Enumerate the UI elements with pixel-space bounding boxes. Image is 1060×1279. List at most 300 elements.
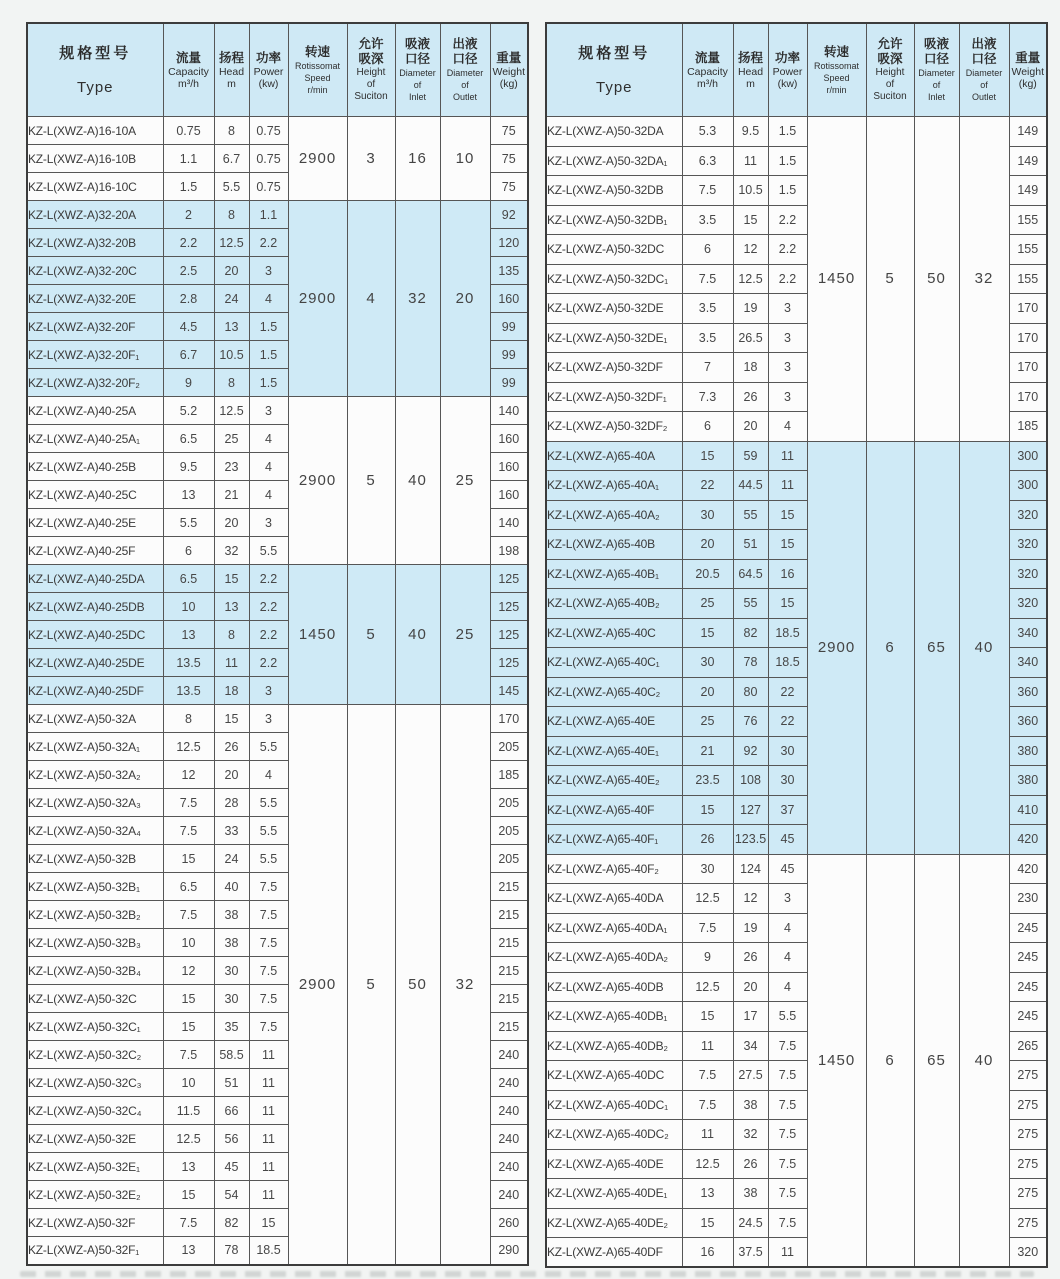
head-cell: 35 [214,1013,249,1041]
head-cell: 26 [733,382,768,412]
head-cell: 124 [733,854,768,884]
col-header-3 [249,23,288,117]
header-label-en: m [227,77,236,90]
model-cell: KZ-L(XWZ-A)32-20A [27,201,163,229]
weight-cell: 149 [1009,176,1047,206]
model-cell: KZ-L(XWZ-A)65-40DB₁ [546,1002,682,1032]
power-cell: 2.2 [768,264,807,294]
capacity-cell: 12 [163,761,214,789]
capacity-cell: 11.5 [163,1097,214,1125]
weight-cell: 75 [490,173,528,201]
capacity-cell: 9.5 [163,453,214,481]
speed-cell-merged: 2900 [288,397,347,565]
header-label-zh: 规格型号 [59,44,132,62]
model-cell: KZ-L(XWZ-A)65-40DE₂ [546,1208,682,1238]
power-cell: 11 [768,471,807,501]
table-row [27,565,528,593]
capacity-cell: 15 [682,795,733,825]
model-cell: KZ-L(XWZ-A)65-40DF [546,1238,682,1268]
head-cell: 12.5 [733,264,768,294]
model-cell: KZ-L(XWZ-A)65-40E₁ [546,736,682,766]
col-header-2 [214,23,249,117]
head-cell: 32 [733,1120,768,1150]
header-label-en: Capacity [168,65,209,78]
weight-cell: 92 [490,201,528,229]
model-cell: KZ-L(XWZ-A)65-40DE₁ [546,1179,682,1209]
suction-cell-merged: 6 [866,441,914,854]
head-cell: 26 [733,943,768,973]
head-cell: 19 [733,294,768,324]
weight-cell: 125 [490,593,528,621]
capacity-cell: 30 [682,648,733,678]
head-cell: 26 [733,1149,768,1179]
weight-cell: 75 [490,117,528,145]
power-cell: 3 [249,397,288,425]
head-cell: 55 [733,589,768,619]
inlet-cell-merged: 50 [914,117,959,442]
head-cell: 38 [733,1179,768,1209]
capacity-cell: 5.5 [163,509,214,537]
capacity-cell: 13.5 [163,677,214,705]
header-label-en: Head [218,65,245,78]
capacity-cell: 7.5 [682,264,733,294]
capacity-cell: 6 [682,412,733,442]
capacity-cell: 2.8 [163,285,214,313]
inlet-cell-merged: 65 [914,854,959,1267]
head-cell: 82 [733,618,768,648]
header-label-en: Diameter [446,68,484,78]
capacity-cell: 5.3 [682,117,733,147]
header-label-en: (kw) [777,77,798,90]
head-cell: 6.7 [214,145,249,173]
outlet-cell-merged: 40 [959,854,1009,1267]
weight-cell: 320 [1009,530,1047,560]
head-cell: 11 [214,649,249,677]
model-cell: KZ-L(XWZ-A)65-40E [546,707,682,737]
header-label-zh: 出液 [452,37,478,51]
head-cell: 12.5 [214,229,249,257]
outlet-cell-merged: 20 [440,201,490,397]
head-cell: 18 [733,353,768,383]
capacity-cell: 21 [682,736,733,766]
weight-cell: 275 [1009,1120,1047,1150]
model-cell: KZ-L(XWZ-A)50-32C [27,985,163,1013]
capacity-cell: 23.5 [682,766,733,796]
model-cell: KZ-L(XWZ-A)50-32A [27,705,163,733]
capacity-cell: 0.75 [163,117,214,145]
speed-cell-merged: 1450 [807,854,866,1267]
suction-cell-merged: 5 [866,117,914,442]
model-cell: KZ-L(XWZ-A)65-40B₁ [546,559,682,589]
header-label-en: Diameter [918,68,955,78]
model-cell: KZ-L(XWZ-A)50-32C₁ [27,1013,163,1041]
model-cell: KZ-L(XWZ-A)50-32DF [546,353,682,383]
col-header-4 [807,23,866,117]
capacity-cell: 10 [163,593,214,621]
outlet-cell-merged: 25 [440,397,490,565]
capacity-cell: 20 [682,530,733,560]
capacity-cell: 12.5 [163,1125,214,1153]
capacity-cell: 7.5 [682,913,733,943]
model-cell: KZ-L(XWZ-A)50-32A₄ [27,817,163,845]
speed-cell-merged: 2900 [288,705,347,1265]
head-cell: 54 [214,1181,249,1209]
power-cell: 1.5 [768,146,807,176]
head-cell: 12 [733,235,768,265]
weight-cell: 420 [1009,825,1047,855]
capacity-cell: 15 [682,1208,733,1238]
capacity-cell: 30 [682,854,733,884]
header-label-en: Capacity [687,65,728,78]
model-cell: KZ-L(XWZ-A)40-25DB [27,593,163,621]
speed-cell-merged: 1450 [288,565,347,705]
weight-cell: 205 [490,845,528,873]
pump-spec-table [545,22,1048,1268]
head-cell: 18 [214,677,249,705]
head-cell: 82 [214,1209,249,1237]
capacity-cell: 12.5 [682,972,733,1002]
header-label-en: (kw) [258,77,279,90]
table-row [27,117,528,145]
model-cell: KZ-L(XWZ-A)40-25E [27,509,163,537]
weight-cell: 185 [1009,412,1047,442]
header-label-en: Inlet [927,92,945,102]
capacity-cell: 13.5 [163,649,214,677]
capacity-cell: 12.5 [682,884,733,914]
header-label-en: Rotissomat [294,60,340,71]
model-cell: KZ-L(XWZ-A)65-40C [546,618,682,648]
weight-cell: 160 [490,425,528,453]
power-cell: 45 [768,854,807,884]
power-cell: 4 [249,481,288,509]
weight-cell: 240 [490,1153,528,1181]
head-cell: 37.5 [733,1238,768,1268]
capacity-cell: 11 [682,1031,733,1061]
capacity-cell: 9 [682,943,733,973]
head-cell: 127 [733,795,768,825]
weight-cell: 215 [490,1013,528,1041]
weight-cell: 99 [490,341,528,369]
inlet-cell-merged: 50 [395,705,440,1265]
capacity-cell: 11 [682,1120,733,1150]
suction-cell-merged: 3 [347,117,395,201]
header-label-en: of [366,79,376,90]
capacity-cell: 20 [682,677,733,707]
weight-cell: 240 [490,1069,528,1097]
head-cell: 20 [733,972,768,1002]
weight-cell: 125 [490,649,528,677]
model-cell: KZ-L(XWZ-A)40-25DC [27,621,163,649]
power-cell: 2.2 [249,593,288,621]
capacity-cell: 7.5 [163,789,214,817]
model-cell: KZ-L(XWZ-A)65-40E₂ [546,766,682,796]
model-cell: KZ-L(XWZ-A)50-32B₁ [27,873,163,901]
model-cell: KZ-L(XWZ-A)50-32DA [546,117,682,147]
capacity-cell: 6.7 [163,341,214,369]
head-cell: 8 [214,621,249,649]
header-label-en: Power [253,65,284,78]
model-cell: KZ-L(XWZ-A)50-32DB₁ [546,205,682,235]
power-cell: 1.5 [768,117,807,147]
power-cell: 18.5 [249,1237,288,1265]
head-cell: 38 [733,1090,768,1120]
header-label-zh: 转速 [823,44,849,59]
power-cell: 5.5 [249,817,288,845]
power-cell: 1.5 [249,341,288,369]
power-cell: 1.1 [249,201,288,229]
capacity-cell: 6.5 [163,425,214,453]
weight-cell: 360 [1009,707,1047,737]
weight-cell: 170 [1009,382,1047,412]
weight-cell: 410 [1009,795,1047,825]
weight-cell: 205 [490,733,528,761]
header-label-zh: 扬程 [218,50,244,65]
inlet-cell-merged: 16 [395,117,440,201]
weight-cell: 240 [490,1097,528,1125]
head-cell: 5.5 [214,173,249,201]
power-cell: 7.5 [249,929,288,957]
head-cell: 23 [214,453,249,481]
power-cell: 2.2 [249,649,288,677]
weight-cell: 215 [490,985,528,1013]
capacity-cell: 15 [163,985,214,1013]
header-label-en: of [461,80,469,90]
pump-spec-table [26,22,529,1266]
head-cell: 51 [733,530,768,560]
capacity-cell: 12 [163,957,214,985]
head-cell: 12 [733,884,768,914]
head-cell: 25 [214,425,249,453]
header-row [27,23,528,117]
model-cell: KZ-L(XWZ-A)32-20C [27,257,163,285]
head-cell: 38 [214,929,249,957]
capacity-cell: 3.5 [682,294,733,324]
capacity-cell: 13 [682,1179,733,1209]
power-cell: 7.5 [249,873,288,901]
header-label-en: (kg) [1018,77,1037,90]
capacity-cell: 1.1 [163,145,214,173]
model-cell: KZ-L(XWZ-A)50-32DC₁ [546,264,682,294]
model-cell: KZ-L(XWZ-A)65-40DB [546,972,682,1002]
model-cell: KZ-L(XWZ-A)50-32C₄ [27,1097,163,1125]
head-cell: 20 [214,761,249,789]
table-row [27,397,528,425]
capacity-cell: 9 [163,369,214,397]
suction-cell-merged: 4 [347,201,395,397]
suction-cell-merged: 5 [347,397,395,565]
col-header-8 [490,23,528,117]
header-label-zh: 规格型号 [578,44,651,62]
capacity-cell: 3.5 [682,205,733,235]
capacity-cell: 6.3 [682,146,733,176]
capacity-cell: 6.5 [163,873,214,901]
weight-cell: 170 [1009,353,1047,383]
weight-cell: 265 [1009,1031,1047,1061]
head-cell: 78 [733,648,768,678]
header-label-en: Speed [823,72,850,83]
head-cell: 55 [733,500,768,530]
power-cell: 18.5 [768,648,807,678]
header-label-en: Suciton [873,91,907,102]
capacity-cell: 7.5 [682,1061,733,1091]
head-cell: 21 [214,481,249,509]
power-cell: 7.5 [768,1208,807,1238]
model-cell: KZ-L(XWZ-A)65-40B [546,530,682,560]
speed-cell-merged: 2900 [288,201,347,397]
weight-cell: 290 [490,1237,528,1265]
capacity-cell: 12.5 [163,733,214,761]
head-cell: 64.5 [733,559,768,589]
header-label-en: r/min [826,84,847,95]
table-row [546,441,1047,471]
head-cell: 78 [214,1237,249,1265]
model-cell: KZ-L(XWZ-A)50-32DE₁ [546,323,682,353]
model-cell: KZ-L(XWZ-A)65-40F [546,795,682,825]
capacity-cell: 16 [682,1238,733,1268]
power-cell: 4 [768,943,807,973]
power-cell: 7.5 [249,901,288,929]
header-label-zh: 流量 [694,50,720,65]
model-cell: KZ-L(XWZ-A)50-32E [27,1125,163,1153]
capacity-cell: 6.5 [163,565,214,593]
model-cell: KZ-L(XWZ-A)65-40B₂ [546,589,682,619]
header-label-zh: 吸液 [404,37,430,51]
head-cell: 76 [733,707,768,737]
weight-cell: 185 [490,761,528,789]
head-cell: 30 [214,957,249,985]
power-cell: 3 [768,884,807,914]
model-cell: KZ-L(XWZ-A)32-20F₁ [27,341,163,369]
weight-cell: 145 [490,677,528,705]
inlet-cell-merged: 40 [395,565,440,705]
capacity-cell: 4.5 [163,313,214,341]
power-cell: 1.5 [249,369,288,397]
weight-cell: 380 [1009,766,1047,796]
model-cell: KZ-L(XWZ-A)32-20E [27,285,163,313]
header-label-zh: 允许 [358,37,384,51]
power-cell: 3 [768,382,807,412]
weight-cell: 160 [490,453,528,481]
header-label-en: Weight [1011,65,1044,78]
power-cell: 22 [768,677,807,707]
model-cell: KZ-L(XWZ-A)65-40DC₂ [546,1120,682,1150]
weight-cell: 230 [1009,884,1047,914]
weight-cell: 125 [490,565,528,593]
col-header-6 [914,23,959,117]
header-label-zh: 吸深 [358,52,384,66]
power-cell: 3 [249,677,288,705]
weight-cell: 125 [490,621,528,649]
power-cell: 7.5 [768,1090,807,1120]
model-cell: KZ-L(XWZ-A)50-32C₃ [27,1069,163,1097]
weight-cell: 275 [1009,1090,1047,1120]
head-cell: 10.5 [733,176,768,206]
model-cell: KZ-L(XWZ-A)16-10A [27,117,163,145]
weight-cell: 320 [1009,1238,1047,1268]
model-cell: KZ-L(XWZ-A)50-32DA₁ [546,146,682,176]
weight-cell: 170 [1009,294,1047,324]
capacity-cell: 15 [682,441,733,471]
model-cell: KZ-L(XWZ-A)65-40F₁ [546,825,682,855]
weight-cell: 360 [1009,677,1047,707]
power-cell: 15 [249,1209,288,1237]
weight-cell: 198 [490,537,528,565]
header-label-en: Weight [492,65,525,78]
head-cell: 56 [214,1125,249,1153]
power-cell: 2.2 [249,229,288,257]
power-cell: 7.5 [768,1179,807,1209]
model-cell: KZ-L(XWZ-A)50-32B [27,845,163,873]
capacity-cell: 6 [163,537,214,565]
suction-cell-merged: 6 [866,854,914,1267]
capacity-cell: 13 [163,481,214,509]
capacity-cell: 5.2 [163,397,214,425]
head-cell: 51 [214,1069,249,1097]
model-cell: KZ-L(XWZ-A)32-20F₂ [27,369,163,397]
model-cell: KZ-L(XWZ-A)50-32F [27,1209,163,1237]
head-cell: 32 [214,537,249,565]
head-cell: 10.5 [214,341,249,369]
head-cell: 15 [733,205,768,235]
header-label-en: Diameter [965,68,1003,78]
capacity-cell: 26 [682,825,733,855]
header-label-zh: 重量 [1015,50,1041,65]
model-cell: KZ-L(XWZ-A)65-40DC₁ [546,1090,682,1120]
header-label-en: Height [875,67,905,78]
header-label-en: m³/h [697,77,718,90]
power-cell: 7.5 [249,957,288,985]
power-cell: 3 [768,294,807,324]
head-cell: 26 [214,733,249,761]
model-cell: KZ-L(XWZ-A)50-32A₃ [27,789,163,817]
head-cell: 19 [733,913,768,943]
col-header-1 [163,23,214,117]
head-cell: 8 [214,369,249,397]
head-cell: 33 [214,817,249,845]
model-cell: KZ-L(XWZ-A)40-25F [27,537,163,565]
header-label-en: Type [76,79,114,97]
power-cell: 11 [768,441,807,471]
weight-cell: 99 [490,369,528,397]
weight-cell: 320 [1009,559,1047,589]
weight-cell: 340 [1009,648,1047,678]
model-cell: KZ-L(XWZ-A)50-32B₃ [27,929,163,957]
capacity-cell: 7.5 [163,1209,214,1237]
power-cell: 3 [249,257,288,285]
power-cell: 4 [249,285,288,313]
capacity-cell: 7.5 [163,817,214,845]
weight-cell: 240 [490,1125,528,1153]
power-cell: 7.5 [249,985,288,1013]
power-cell: 0.75 [249,117,288,145]
model-cell: KZ-L(XWZ-A)50-32DF₁ [546,382,682,412]
capacity-cell: 25 [682,707,733,737]
power-cell: 11 [249,1125,288,1153]
inlet-cell-merged: 40 [395,397,440,565]
capacity-cell: 2 [163,201,214,229]
table-row [27,705,528,733]
capacity-cell: 15 [682,618,733,648]
power-cell: 30 [768,736,807,766]
outlet-cell-merged: 10 [440,117,490,201]
model-cell: KZ-L(XWZ-A)50-32F₁ [27,1237,163,1265]
weight-cell: 340 [1009,618,1047,648]
power-cell: 4 [768,913,807,943]
head-cell: 26.5 [733,323,768,353]
speed-cell-merged: 1450 [807,117,866,442]
power-cell: 4 [249,761,288,789]
model-cell: KZ-L(XWZ-A)50-32A₁ [27,733,163,761]
